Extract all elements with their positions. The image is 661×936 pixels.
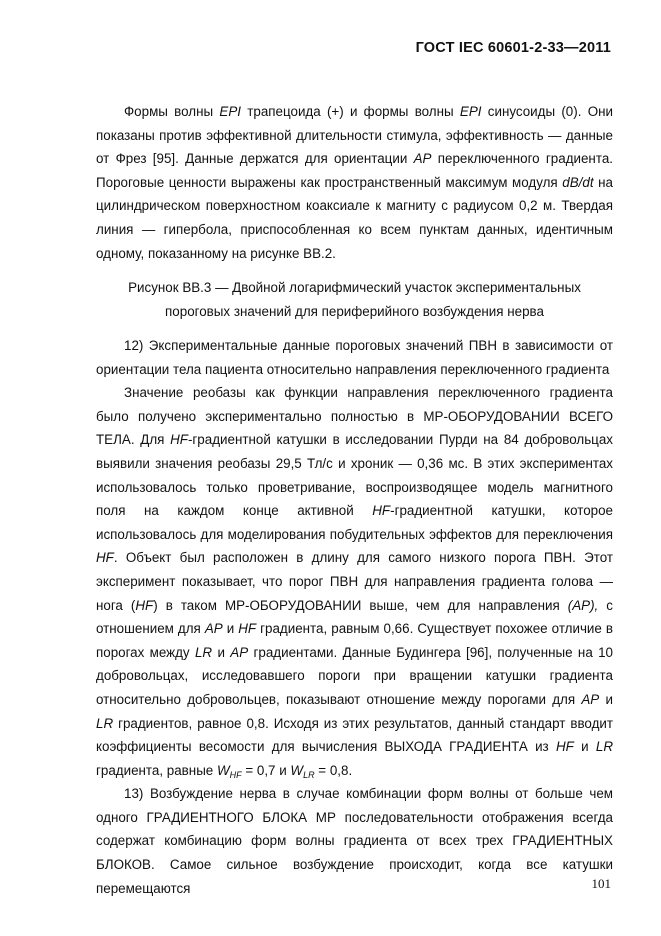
body-text-main — [96, 334, 613, 900]
figure-description-paragraph: Формы волны EPI трапецоида (+) и формы волны EPI синусоиды (0). Они показаны против эффективной длительности стимула, эффективность — данные от Фрез [95]. Данные держатся для ориентации AP переключенного градиента. Пороговые ценности выражены как пространственный максимум модуля dB/dt на цилиндрическом поверхностном коаксиале к магниту с радиусом 0,2 м. Твердая линия — гипербола, приспособленная ко всем пунктам данных, идентичным одному, показанному на рисунке ВВ.2. — [96, 104, 613, 261]
page-number: 101 — [591, 876, 611, 891]
figure-caption-line-1: Рисунок ВВ.3 — Двойной логарифмический участок экспериментальных — [128, 280, 581, 295]
section-13-paragraph: 13) Возбуждение нерва в случае комбинации форм волны от больше чем одного ГРАДИЕНТНОГО БЛОКА МР последовательности отображения всегда содержат комбинацию форм волны градиента от всех трех ГРАДИЕНТНЫХ БЛОКОВ. Самое сильное возбуждение происходит, когда все катушки перемещаются — [96, 786, 613, 896]
body-text-top — [96, 100, 613, 265]
figure-caption-line-2: пороговых значений для периферийного возбуждения нерва — [165, 303, 544, 319]
figure-caption — [96, 276, 613, 323]
section-12-heading-paragraph: 12) Экспериментальные данные пороговых значений ПВН в зависимости от ориентации тела пациента относительно направления переключенного градиента — [96, 338, 613, 377]
document-header: ГОСТ IEC 60601-2-33—2011 — [415, 40, 611, 56]
rheobase-paragraph: Значение реобазы как функции направления переключенного градиента было получено экспериментально полностью в МР-ОБОРУДОВАНИИ ВСЕГО ТЕЛА. Для HF-градиентной катушки в исследовании Пурди на 84 добровольцах выявили значения реобазы 29,5 Тл/с и хроник — 0,36 мс. В этих экспериментах использовалось только проветривание, воспроизводящее модель магнитного поля на каждом конце активной HF-градиентной катушки, которое использовалось для моделирования побудительных эффектов для переключения HF. Объект был расположен в длину для самого низкого порога ПВН. Этот эксперимент показывает, что порог ПВН для направления градиента голова — нога (HF) в таком МР-ОБОРУДОВАНИИ выше, чем для направления (AP), с отношением для AP и HF градиента, равным 0,66. Существует похожее отличие в порогах между LR и AP градиентами. Данные Будингера [96], полученные на 10 добровольцах, исследовавшего пороги при вращении катушки градиента относительно добровольцев, показывают отношение между порогами для AP и LR градиентов, равное 0,8. Исходя из этих результатов, данный стандарт вводит коэффициенты весомости для вычисления ВЫХОДА ГРАДИЕНТА из HF и LR градиента, равные $W_{HF} = 0,7$ и $W_{LR} = 0,8$. — [96, 385, 614, 780]
